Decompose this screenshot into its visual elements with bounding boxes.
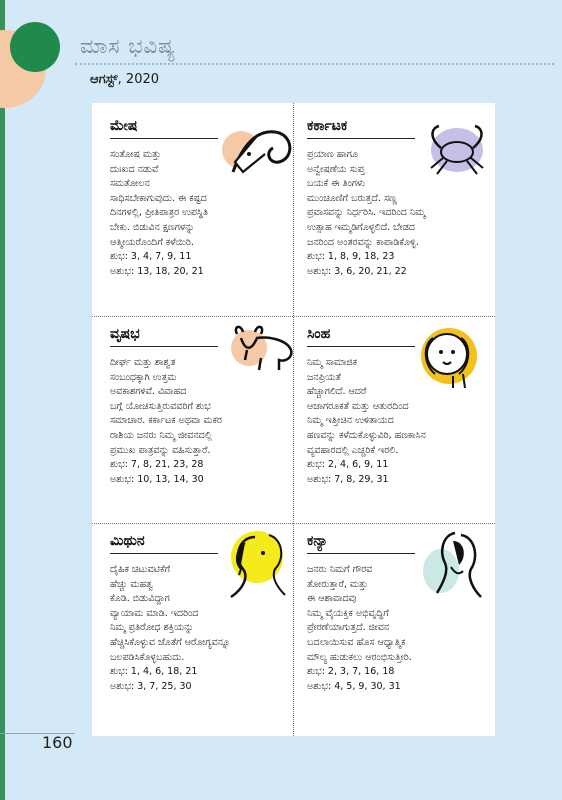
- forecast-line: ನಿಮ್ಮ ವೈಯಕ್ತಿಕ ಅಭಿವೃದ್ಧಿಗೆ: [307, 607, 389, 619]
- forecast-line: ಮುಂಚೂಣಿಗೆ ಬರುತ್ತದೆ. ಸಣ್ಣ: [307, 192, 398, 204]
- forecast-line: ದಿನಗಳಲ್ಲಿ, ಪ್ರೀತಿಪಾತ್ರರ ಉಪಸ್ಥಿತಿ: [110, 207, 209, 219]
- forecast-line: ಹೆಚ್ಚಿಸಿಕೊಳ್ಳುವ ಜೊತೆಗೆ ಆರೋಗ್ಯವನ್ನೂ: [110, 636, 231, 648]
- forecast-line: ಉತ್ಸಾಹ ಇಮ್ಮಡಿಗೊಳ್ಳಲಿದೆ. ಬೇಡದ: [307, 221, 415, 233]
- unlucky-dates: ಅಶುಭ: 7, 8, 29, 31: [307, 473, 389, 485]
- forecast-line: ಜನರಿಂದ ಅಂತರವನ್ನು ಕಾಪಾಡಿಕೊಳ್ಳಿ.: [307, 236, 419, 248]
- forecast-line: ದೀರ್ಘ ಮತ್ತು ಶಾಶ್ವತ: [110, 357, 176, 368]
- page-title: ಮಾಸ ಭವಿಷ್ಯ: [80, 34, 177, 58]
- sign-title: ಮೇಷ: [110, 118, 138, 134]
- sign-title: ಸಿಂಹ: [307, 326, 331, 342]
- date-month: ಆಗಸ್ಟ್: [90, 72, 118, 87]
- lucky-dates: ಶುಭ: 3, 4, 7, 9, 11: [110, 251, 192, 263]
- forecast-line: ತೋರುತ್ತಾರೆ, ಮತ್ತು: [307, 578, 368, 590]
- horoscope-panel: [92, 103, 495, 736]
- forecast-line: ಪ್ರಮುಖ ಪಾತ್ರವನ್ನು ವಹಿಸುತ್ತಾರೆ.: [110, 444, 211, 456]
- forecast-line: ಮೌಲ್ಯ ಹುಡುಕಲು ಆರಂಭಿಸುತ್ತೀರಿ.: [307, 651, 412, 663]
- lucky-dates: ಶುಭ: 1, 8, 9, 18, 23: [307, 251, 395, 263]
- forecast-line: ಅನ್ವೇಷಣೆಯ ಸುಪ್ತ: [307, 163, 365, 175]
- forecast-line: ಹೆಚ್ಚು ಮಹತ್ವ: [110, 578, 153, 590]
- forecast-line: ಪ್ರೇರಣೆಯಾಗುತ್ತದೆ. ಜೀವನ: [307, 622, 390, 634]
- forecast-line: ವ್ಯವಹಾರದಲ್ಲಿ ಎಚ್ಚರಿಕೆ ಇರಲಿ.: [307, 444, 399, 456]
- forecast-line: ಸಂತೋಷ ಮತ್ತು: [110, 149, 161, 160]
- forecast-line: ಆತ್ಮೀಯರೊಂದಿಗೆ ಕಳೆಯಿರಿ.: [110, 236, 194, 248]
- sign-text: [110, 148, 305, 279]
- unlucky-dates: ಅಶುಭ: 13, 18, 20, 21: [110, 265, 204, 277]
- sign-title: ಕನ್ಯಾ: [307, 533, 328, 549]
- title-underline: [110, 553, 218, 554]
- decorative-circle-green: [10, 22, 60, 72]
- forecast-line: ಈ ಆಶಾವಾದವು: [307, 593, 357, 605]
- sign-title: ವೃಷಭ: [110, 326, 140, 342]
- sign-title: ಕರ್ಕಾಟಕ: [307, 118, 348, 134]
- title-underline: [110, 346, 218, 347]
- forecast-line: ಸಾಧಿಸಬೇಕಾಗುವುದು. ಈ ಕಷ್ಟದ: [110, 192, 207, 204]
- forecast-line: ದುಃಖದ ನಡುವೆ: [110, 163, 159, 175]
- forecast-line: ಆಜಾಗರೂಕತೆ ಮತ್ತು ಆತುರದಿಂದ: [307, 400, 409, 412]
- title-underline: [307, 138, 415, 139]
- forecast-line: ಸಮತೋಲನ: [110, 178, 150, 190]
- forecast-line: ಬಲಪಡಿಸಿಕೊಳ್ಳಬಹುದು.: [110, 651, 185, 663]
- lucky-dates: ಶುಭ: 7, 8, 21, 23, 28: [110, 459, 204, 471]
- unlucky-dates: ಅಶುಭ: 4, 5, 9, 30, 31: [307, 680, 401, 692]
- lucky-dates: ಶುಭ: 1, 4, 6, 18, 21: [110, 666, 198, 678]
- page-number: 160: [42, 733, 73, 752]
- forecast-line: ನಿಮ್ಮ ಪ್ರತಿರೋಧ ಶಕ್ತಿಯನ್ನು: [110, 622, 194, 634]
- lucky-dates: ಶುಭ: 2, 3, 7, 16, 18: [307, 666, 395, 678]
- title-underline: [307, 553, 415, 554]
- row-divider: [92, 523, 495, 524]
- forecast-line: ಪ್ರಯಾಣ ಹಾಗೂ: [307, 149, 358, 160]
- page-spine: [0, 0, 5, 800]
- date-year: , 2020: [117, 72, 160, 87]
- row-divider: [92, 316, 495, 317]
- unlucky-dates: ಅಶುಭ: 3, 7, 25, 30: [110, 680, 192, 692]
- forecast-line: ಬಗ್ಗೆ ಯೋಚಿಸುತ್ತಿರುವವರಿಗೆ ಶುಭ: [110, 400, 211, 412]
- forecast-line: ಅವಕಾಶಗಳಿವೆ. ವಿವಾಹದ: [110, 386, 187, 398]
- header-divider: [75, 63, 554, 65]
- title-underline: [307, 346, 415, 347]
- forecast-line: ಸಮಾಚಾರ. ಕರ್ಕಾಟಕ ಅಥವಾ ಮಕರ: [110, 415, 222, 427]
- unlucky-dates: ಅಶುಭ: 10, 13, 14, 30: [110, 473, 204, 485]
- forecast-line: ನಿಮ್ಮ ಸಾಮಾಜಿಕ: [307, 357, 358, 368]
- forecast-line: ಸಂಬಂಧಕ್ಕಾಗಿ ಉತ್ತಮ: [110, 371, 177, 383]
- forecast-line: ದೈಹಿಕ ಚಟುವಟಿಕೆಗೆ: [110, 564, 171, 575]
- issue-date: [90, 72, 159, 87]
- sign-text: [307, 148, 502, 279]
- sign-text: [307, 356, 502, 487]
- forecast-line: ಕೊಡಿ. ಬಿಡುವಿದ್ದಾಗ: [110, 593, 170, 605]
- forecast-line: ಜನಪ್ರಿಯತೆ: [307, 371, 341, 383]
- sign-text: [307, 563, 502, 694]
- forecast-line: ಜನರು ನಿಮಗೆ ಗೌರವ: [307, 564, 373, 575]
- forecast-line: ವ್ಯಾಯಾಮ ಮಾಡಿ. ಇದರಿಂದ: [110, 607, 199, 619]
- forecast-line: ಹೆಚ್ಚಾಗಲಿದೆ. ಆದರೆ: [307, 386, 367, 398]
- sign-text: [110, 356, 305, 487]
- unlucky-dates: ಅಶುಭ: 3, 6, 20, 21, 22: [307, 265, 407, 277]
- forecast-line: ಬೇಕು. ಬಿಡುವಿನ ಕ್ಷಣಗಳನ್ನು: [110, 221, 195, 233]
- sign-text: [110, 563, 305, 694]
- forecast-line: ರಾಶಿಯ ಜನರು ನಿಮ್ಮ ಜೀವನದಲ್ಲಿ: [110, 429, 212, 441]
- forecast-line: ನಿಮ್ಮ ಇತ್ತೀಚಿನ ಉಳಿತಾಯದ: [307, 415, 394, 427]
- forecast-line: ಬಯಕೆ ಈ ತಿಂಗಳು: [307, 178, 366, 190]
- forecast-line: ಹಣವನ್ನು ಕಳೆದುಕೊಳ್ಳುವಿರಿ, ಹಣಕಾಸಿನ: [307, 429, 426, 441]
- lucky-dates: ಶುಭ: 2, 4, 6, 9, 11: [307, 459, 389, 471]
- title-underline: [110, 138, 218, 139]
- sign-title: ಮಿಥುನ: [110, 533, 145, 549]
- forecast-line: ಪ್ರವಾಸವನ್ನು ನಿರ್ಧರಿಸಿ. ಇದರಿಂದ ನಿಮ್ಮ: [307, 207, 426, 219]
- forecast-line: ಬದಲಾಯಿಸುವ ಹೊಸ ಆಧ್ಯಾತ್ಮಿಕ: [307, 636, 406, 648]
